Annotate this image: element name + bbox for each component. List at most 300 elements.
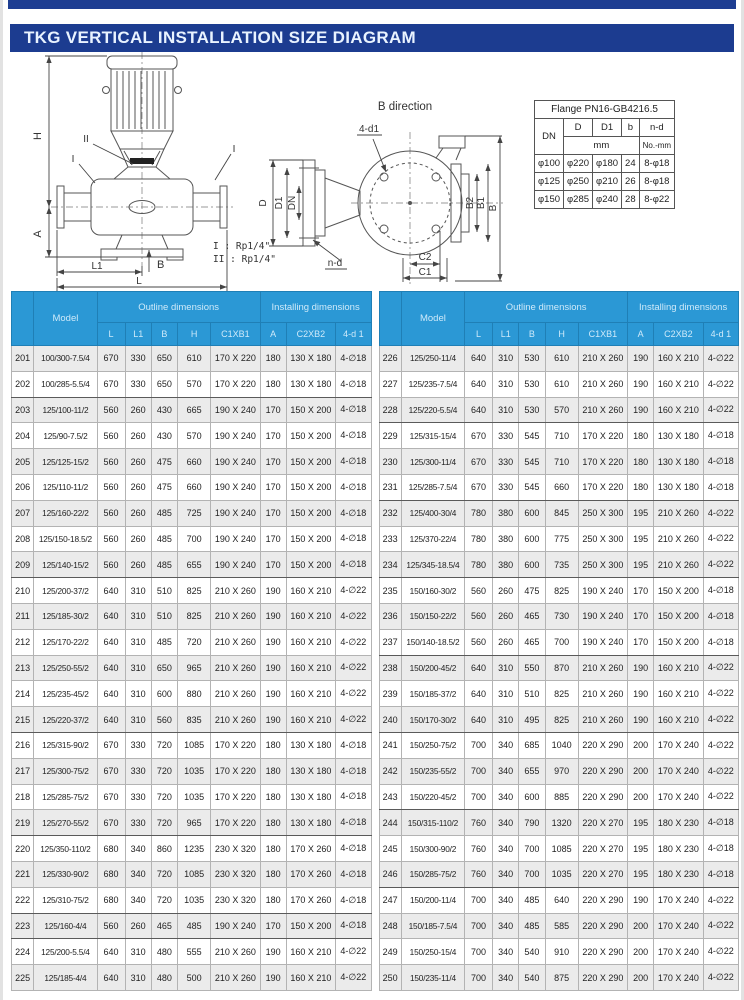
col-l: L xyxy=(97,323,125,346)
4d1-cell: 4-∅22 xyxy=(703,965,738,991)
c2xb2-cell: 160 X 210 xyxy=(654,655,704,681)
c1xb1-cell: 220 X 290 xyxy=(578,732,628,758)
c2xb2-cell: 160 X 210 xyxy=(286,681,336,707)
h-cell: 825 xyxy=(545,578,578,604)
col-b: B xyxy=(519,323,545,346)
table-row xyxy=(379,784,739,810)
row-no-cell: 215 xyxy=(12,707,34,733)
c2xb2-cell: 210 X 260 xyxy=(654,500,704,526)
table-row xyxy=(379,371,739,397)
c2xb2-cell: 160 X 210 xyxy=(286,578,336,604)
4d1-cell: 4-∅22 xyxy=(336,655,371,681)
l-cell: 640 xyxy=(97,681,125,707)
h-cell: 665 xyxy=(178,397,211,423)
4d1-cell: 4-∅22 xyxy=(336,629,371,655)
l1-cell: 380 xyxy=(493,500,519,526)
b-cell: 510 xyxy=(151,578,177,604)
l1-cell: 340 xyxy=(493,810,519,836)
c2xb2-cell: 160 X 210 xyxy=(286,629,336,655)
row-no-cell: 227 xyxy=(379,371,401,397)
table-row xyxy=(379,346,739,372)
dim-label-d: D xyxy=(258,199,269,207)
l1-cell: 260 xyxy=(125,397,151,423)
l1-cell: 330 xyxy=(125,732,151,758)
c1xb1-cell: 190 X 240 xyxy=(211,500,261,526)
l-cell: 700 xyxy=(465,732,493,758)
a-cell: 195 xyxy=(628,500,654,526)
top-accent-strip xyxy=(8,0,736,9)
b-cell: 485 xyxy=(151,552,177,578)
b-cell: 600 xyxy=(519,552,545,578)
a-cell: 190 xyxy=(260,578,286,604)
table-row xyxy=(12,887,372,913)
c2xb2-cell: 170 X 240 xyxy=(654,939,704,965)
4d1-cell: 4-∅18 xyxy=(336,758,371,784)
port-label-i-right: I xyxy=(232,144,236,155)
h-cell: 700 xyxy=(178,526,211,552)
c1xb1-cell: 190 X 240 xyxy=(578,629,628,655)
no-col-header xyxy=(379,292,401,346)
installing-dimensions-header: Installing dimensions xyxy=(260,292,371,323)
b-cell: 485 xyxy=(151,526,177,552)
model-cell: 150/300-90/2 xyxy=(401,836,464,862)
b-cell: 720 xyxy=(151,887,177,913)
l-cell: 760 xyxy=(465,861,493,887)
4d1-cell: 4-∅22 xyxy=(703,346,738,372)
model-header: Model xyxy=(34,292,97,346)
model-cell: 125/125-15/2 xyxy=(34,449,97,475)
outline-dimensions-header: Outline dimensions xyxy=(465,292,628,323)
model-cell: 125/100-11/2 xyxy=(34,397,97,423)
table-row xyxy=(379,397,739,423)
c1xb1-cell: 210 X 260 xyxy=(211,578,261,604)
l1-cell: 340 xyxy=(493,732,519,758)
flange-unit-mm: mm xyxy=(564,137,640,155)
b-cell: 600 xyxy=(151,681,177,707)
b-cell: 465 xyxy=(519,629,545,655)
row-no-cell: 245 xyxy=(379,836,401,862)
h-cell: 1085 xyxy=(178,732,211,758)
model-cell: 150/250-75/2 xyxy=(401,732,464,758)
col-c2xb2: C2XB2 xyxy=(286,323,336,346)
model-cell: 125/170-22/2 xyxy=(34,629,97,655)
l1-cell: 260 xyxy=(125,474,151,500)
model-cell: 150/185-37/2 xyxy=(401,681,464,707)
4d1-cell: 4-∅22 xyxy=(703,707,738,733)
row-no-cell: 239 xyxy=(379,681,401,707)
l-cell: 700 xyxy=(465,913,493,939)
b-cell: 475 xyxy=(151,449,177,475)
a-cell: 190 xyxy=(628,346,654,372)
l-cell: 560 xyxy=(465,578,493,604)
b-cell: 550 xyxy=(519,655,545,681)
flange-cell: φ125 xyxy=(535,173,564,191)
l1-cell: 380 xyxy=(493,526,519,552)
l-cell: 670 xyxy=(465,423,493,449)
a-cell: 180 xyxy=(260,758,286,784)
a-cell: 170 xyxy=(628,603,654,629)
4d1-cell: 4-∅22 xyxy=(703,732,738,758)
b-cell: 465 xyxy=(519,603,545,629)
c1xb1-cell: 190 X 240 xyxy=(211,552,261,578)
c1xb1-cell: 190 X 240 xyxy=(578,603,628,629)
c1xb1-cell: 220 X 270 xyxy=(578,810,628,836)
row-no-cell: 243 xyxy=(379,784,401,810)
model-cell: 125/250-11/4 xyxy=(401,346,464,372)
dim-label-b: B xyxy=(157,259,165,271)
port-note-i: I : Rp1/4" xyxy=(213,241,271,252)
c2xb2-cell: 180 X 230 xyxy=(654,836,704,862)
row-no-cell: 216 xyxy=(12,732,34,758)
h-cell: 610 xyxy=(545,346,578,372)
b-cell: 480 xyxy=(151,965,177,991)
table-row xyxy=(379,965,739,991)
table-row xyxy=(12,449,372,475)
l1-cell: 260 xyxy=(493,629,519,655)
c1xb1-cell: 190 X 240 xyxy=(211,423,261,449)
4d1-cell: 4-∅22 xyxy=(336,603,371,629)
c1xb1-cell: 190 X 240 xyxy=(211,397,261,423)
l1-cell: 330 xyxy=(125,346,151,372)
c2xb2-cell: 160 X 210 xyxy=(654,397,704,423)
b-cell: 720 xyxy=(151,861,177,887)
b-cell: 485 xyxy=(519,913,545,939)
l1-cell: 340 xyxy=(125,887,151,913)
a-cell: 190 xyxy=(260,707,286,733)
flange-cell: φ100 xyxy=(535,155,564,173)
a-cell: 170 xyxy=(260,913,286,939)
h-cell: 875 xyxy=(545,965,578,991)
4d1-cell: 4-∅18 xyxy=(336,913,371,939)
row-no-cell: 214 xyxy=(12,681,34,707)
4d1-cell: 4-∅22 xyxy=(703,397,738,423)
b-cell: 560 xyxy=(151,707,177,733)
model-cell: 150/150-22/2 xyxy=(401,603,464,629)
b-cell: 860 xyxy=(151,836,177,862)
c2xb2-cell: 130 X 180 xyxy=(654,449,704,475)
table-row xyxy=(12,655,372,681)
table-row xyxy=(379,603,739,629)
model-cell: 125/270-55/2 xyxy=(34,810,97,836)
l1-cell: 380 xyxy=(493,552,519,578)
c2xb2-cell: 170 X 240 xyxy=(654,887,704,913)
l-cell: 560 xyxy=(465,629,493,655)
row-no-cell: 223 xyxy=(12,913,34,939)
c1xb1-cell: 210 X 260 xyxy=(578,655,628,681)
flange-cell: φ210 xyxy=(593,173,622,191)
a-cell: 200 xyxy=(628,913,654,939)
table-row xyxy=(12,371,372,397)
l1-cell: 260 xyxy=(493,603,519,629)
dim-label-c1: C1 xyxy=(418,267,432,278)
flange-col-b: b xyxy=(622,119,640,137)
dim-label-l: L xyxy=(136,276,142,287)
l1-cell: 260 xyxy=(125,423,151,449)
c2xb2-cell: 160 X 210 xyxy=(286,939,336,965)
dimension-table-right xyxy=(379,291,740,991)
b-cell: 540 xyxy=(519,939,545,965)
l1-cell: 330 xyxy=(125,758,151,784)
a-cell: 190 xyxy=(628,397,654,423)
c1xb1-cell: 220 X 290 xyxy=(578,887,628,913)
row-no-cell: 233 xyxy=(379,526,401,552)
col-l1: L1 xyxy=(493,323,519,346)
b-cell: 430 xyxy=(151,397,177,423)
row-no-cell: 209 xyxy=(12,552,34,578)
l-cell: 680 xyxy=(97,836,125,862)
table-row xyxy=(379,861,739,887)
eyebolt-icon xyxy=(103,87,110,94)
4d1-cell: 4-∅22 xyxy=(703,526,738,552)
b-cell: 655 xyxy=(519,758,545,784)
a-cell: 195 xyxy=(628,861,654,887)
4d1-cell: 4-∅18 xyxy=(336,861,371,887)
table-row xyxy=(12,913,372,939)
l-cell: 560 xyxy=(97,397,125,423)
c1xb1-cell: 170 X 220 xyxy=(211,732,261,758)
c2xb2-cell: 130 X 180 xyxy=(286,758,336,784)
h-cell: 1035 xyxy=(178,758,211,784)
a-cell: 200 xyxy=(628,732,654,758)
flange-cell: φ240 xyxy=(593,191,622,209)
b-cell: 790 xyxy=(519,810,545,836)
l-cell: 760 xyxy=(465,836,493,862)
c2xb2-cell: 150 X 200 xyxy=(286,913,336,939)
c1xb1-cell: 210 X 260 xyxy=(211,603,261,629)
l-cell: 670 xyxy=(97,784,125,810)
b-cell: 685 xyxy=(519,732,545,758)
l1-cell: 310 xyxy=(493,655,519,681)
col-c2xb2: C2XB2 xyxy=(654,323,704,346)
l1-cell: 310 xyxy=(125,603,151,629)
h-cell: 910 xyxy=(545,939,578,965)
h-cell: 835 xyxy=(178,707,211,733)
row-no-cell: 203 xyxy=(12,397,34,423)
a-cell: 180 xyxy=(260,784,286,810)
c1xb1-cell: 190 X 240 xyxy=(211,474,261,500)
b-cell: 465 xyxy=(151,913,177,939)
flange-cell: 26 xyxy=(622,173,640,191)
c2xb2-cell: 150 X 200 xyxy=(286,449,336,475)
l-cell: 640 xyxy=(97,655,125,681)
4d1-cell: 4-∅18 xyxy=(336,371,371,397)
flange-cell: 8-φ18 xyxy=(639,173,674,191)
l1-cell: 340 xyxy=(493,758,519,784)
l1-cell: 340 xyxy=(493,913,519,939)
model-cell: 125/285-7.5/4 xyxy=(401,474,464,500)
row-no-cell: 212 xyxy=(12,629,34,655)
h-cell: 1035 xyxy=(545,861,578,887)
b-cell: 720 xyxy=(151,810,177,836)
model-cell: 150/170-30/2 xyxy=(401,707,464,733)
dim-label-l1: L1 xyxy=(91,261,103,272)
l1-cell: 260 xyxy=(493,578,519,604)
a-cell: 200 xyxy=(628,965,654,991)
b-cell: 495 xyxy=(519,707,545,733)
l-cell: 640 xyxy=(465,371,493,397)
l-cell: 670 xyxy=(465,474,493,500)
model-cell: 150/285-75/2 xyxy=(401,861,464,887)
l1-cell: 340 xyxy=(493,836,519,862)
h-cell: 710 xyxy=(545,423,578,449)
c2xb2-cell: 150 X 200 xyxy=(286,397,336,423)
c1xb1-cell: 250 X 300 xyxy=(578,500,628,526)
model-cell: 125/285-75/2 xyxy=(34,784,97,810)
row-no-cell: 202 xyxy=(12,371,34,397)
model-cell: 125/200-37/2 xyxy=(34,578,97,604)
l-cell: 670 xyxy=(97,758,125,784)
l1-cell: 310 xyxy=(493,371,519,397)
4d1-cell: 4-∅18 xyxy=(336,397,371,423)
4d1-cell: 4-∅18 xyxy=(703,474,738,500)
4d1-cell: 4-∅18 xyxy=(336,887,371,913)
h-cell: 660 xyxy=(178,474,211,500)
model-cell: 125/150-18.5/2 xyxy=(34,526,97,552)
dim-label-c2: C2 xyxy=(418,252,432,263)
table-row xyxy=(379,732,739,758)
a-cell: 170 xyxy=(260,449,286,475)
model-cell: 125/235-45/2 xyxy=(34,681,97,707)
l1-cell: 310 xyxy=(125,939,151,965)
row-no-cell: 213 xyxy=(12,655,34,681)
4d1-cell: 4-∅22 xyxy=(336,578,371,604)
dim-label-dn: DN xyxy=(287,195,298,211)
a-cell: 195 xyxy=(628,552,654,578)
l-cell: 700 xyxy=(465,784,493,810)
table-row xyxy=(379,578,739,604)
b-cell: 485 xyxy=(519,887,545,913)
row-no-cell: 206 xyxy=(12,474,34,500)
b-cell: 480 xyxy=(151,939,177,965)
l1-cell: 310 xyxy=(125,707,151,733)
c1xb1-cell: 210 X 260 xyxy=(578,371,628,397)
a-cell: 170 xyxy=(260,526,286,552)
model-cell: 125/185-4/4 xyxy=(34,965,97,991)
h-cell: 660 xyxy=(545,474,578,500)
table-row xyxy=(379,629,739,655)
c2xb2-cell: 160 X 210 xyxy=(654,707,704,733)
model-cell: 150/220-45/2 xyxy=(401,784,464,810)
l-cell: 560 xyxy=(97,500,125,526)
4d1-cell: 4-∅22 xyxy=(703,939,738,965)
coupling xyxy=(130,158,154,164)
c2xb2-cell: 150 X 200 xyxy=(654,603,704,629)
l1-cell: 260 xyxy=(125,552,151,578)
4d1-cell: 4-∅18 xyxy=(703,629,738,655)
model-cell: 125/345-18.5/4 xyxy=(401,552,464,578)
table-row xyxy=(12,810,372,836)
c2xb2-cell: 160 X 210 xyxy=(654,681,704,707)
b-cell: 485 xyxy=(151,629,177,655)
model-cell: 125/220-5.5/4 xyxy=(401,397,464,423)
c1xb1-cell: 230 X 320 xyxy=(211,861,261,887)
c1xb1-cell: 230 X 320 xyxy=(211,887,261,913)
flange-cell: 8-φ22 xyxy=(639,191,674,209)
port-label-i-left: I xyxy=(71,154,75,165)
4d1-cell: 4-∅22 xyxy=(336,965,371,991)
row-no-cell: 226 xyxy=(379,346,401,372)
flange-col-nd: n-d xyxy=(639,119,674,137)
table-row xyxy=(379,449,739,475)
port-label-ii: II xyxy=(83,134,89,145)
h-cell: 585 xyxy=(545,913,578,939)
table-row xyxy=(379,939,739,965)
a-cell: 195 xyxy=(628,836,654,862)
col-a: A xyxy=(628,323,654,346)
l1-cell: 260 xyxy=(125,913,151,939)
b-cell: 600 xyxy=(519,526,545,552)
b-cell: 720 xyxy=(151,758,177,784)
no-col-header xyxy=(12,292,34,346)
dim-label-b1: B1 xyxy=(476,196,487,210)
c1xb1-cell: 220 X 290 xyxy=(578,784,628,810)
row-no-cell: 237 xyxy=(379,629,401,655)
l-cell: 640 xyxy=(465,655,493,681)
a-cell: 200 xyxy=(628,784,654,810)
a-cell: 180 xyxy=(260,836,286,862)
table-row xyxy=(12,423,372,449)
b-cell: 650 xyxy=(151,371,177,397)
table-row xyxy=(12,500,372,526)
model-cell: 125/235-7.5/4 xyxy=(401,371,464,397)
flange-cell: φ250 xyxy=(564,173,593,191)
col-4d1: 4-d 1 xyxy=(336,323,371,346)
table-row xyxy=(12,732,372,758)
c2xb2-cell: 130 X 180 xyxy=(286,732,336,758)
c2xb2-cell: 170 X 240 xyxy=(654,913,704,939)
l-cell: 640 xyxy=(97,965,125,991)
h-cell: 870 xyxy=(545,655,578,681)
b-cell: 720 xyxy=(151,732,177,758)
b-cell: 530 xyxy=(519,371,545,397)
l-cell: 640 xyxy=(465,397,493,423)
b-cell: 720 xyxy=(151,784,177,810)
c2xb2-cell: 130 X 180 xyxy=(286,346,336,372)
c2xb2-cell: 180 X 230 xyxy=(654,861,704,887)
a-cell: 190 xyxy=(628,655,654,681)
a-cell: 190 xyxy=(628,371,654,397)
a-cell: 190 xyxy=(260,629,286,655)
a-cell: 190 xyxy=(628,681,654,707)
h-cell: 845 xyxy=(545,500,578,526)
row-no-cell: 211 xyxy=(12,603,34,629)
l1-cell: 330 xyxy=(493,474,519,500)
model-cell: 150/250-15/4 xyxy=(401,939,464,965)
table-row xyxy=(12,681,372,707)
table-row xyxy=(12,758,372,784)
c2xb2-cell: 210 X 260 xyxy=(654,526,704,552)
l1-cell: 310 xyxy=(493,346,519,372)
b-cell: 530 xyxy=(519,397,545,423)
outline-dimensions-header: Outline dimensions xyxy=(97,292,260,323)
c1xb1-cell: 220 X 290 xyxy=(578,939,628,965)
label-n-d: n-d xyxy=(327,258,343,269)
a-cell: 180 xyxy=(628,474,654,500)
row-no-cell: 232 xyxy=(379,500,401,526)
c2xb2-cell: 170 X 260 xyxy=(286,836,336,862)
a-cell: 190 xyxy=(260,681,286,707)
table-row xyxy=(12,578,372,604)
b-cell: 475 xyxy=(519,578,545,604)
label-4-d1: 4-d1 xyxy=(358,124,380,135)
l-cell: 560 xyxy=(97,474,125,500)
model-cell: 125/160-22/2 xyxy=(34,500,97,526)
port-thread-notes xyxy=(213,240,276,266)
row-no-cell: 205 xyxy=(12,449,34,475)
b-cell: 700 xyxy=(519,861,545,887)
col-b: B xyxy=(151,323,177,346)
l-cell: 640 xyxy=(97,578,125,604)
